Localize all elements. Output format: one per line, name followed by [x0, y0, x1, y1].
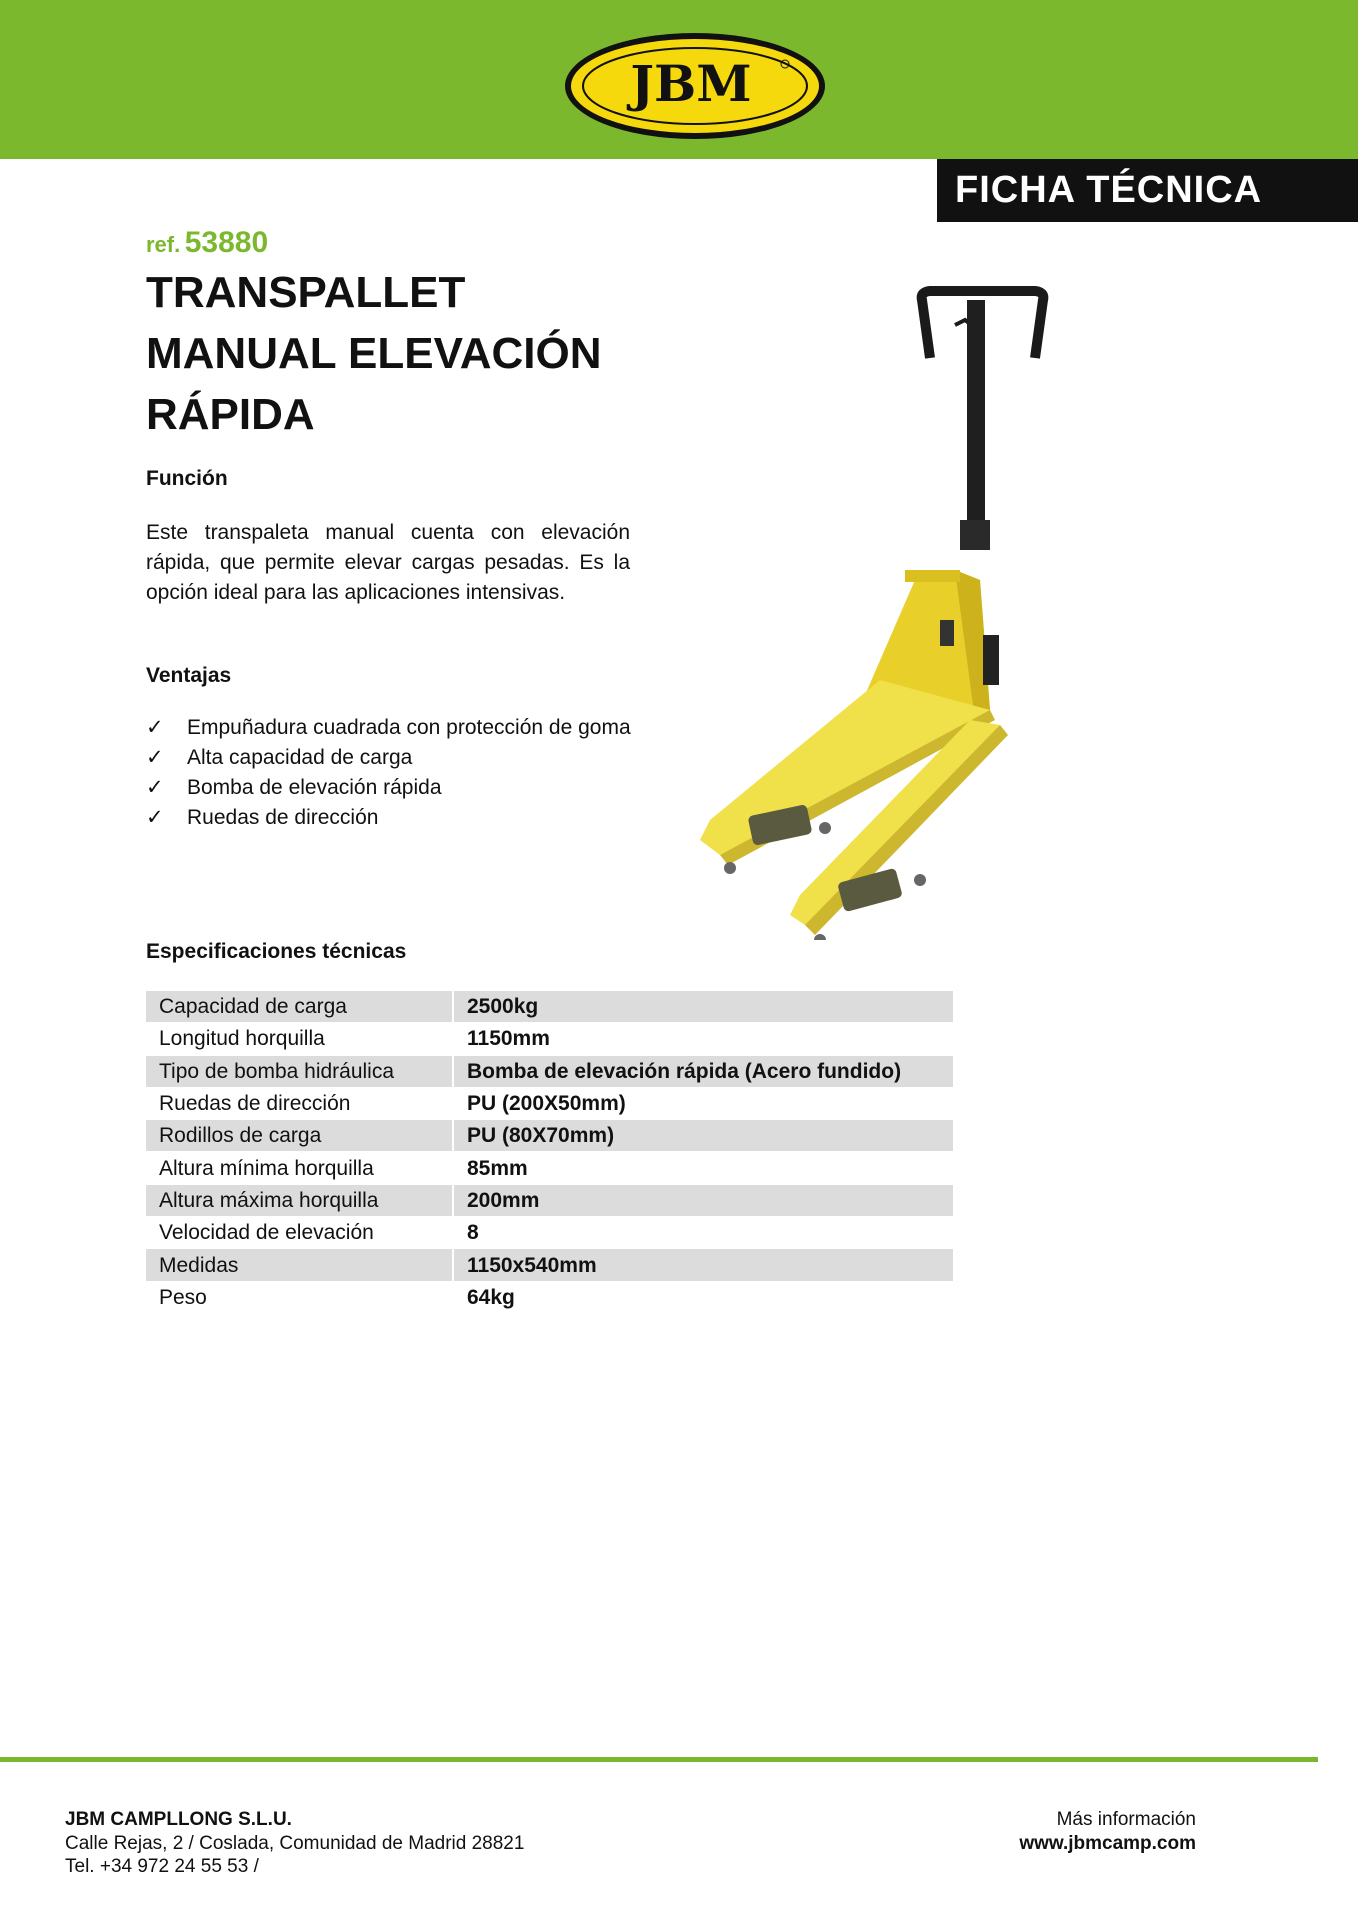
spec-value: PU (200X50mm): [453, 1087, 953, 1119]
title-line: MANUAL ELEVACIÓN: [146, 329, 602, 378]
jbm-logo: [563, 31, 827, 141]
table-row: [146, 1184, 953, 1216]
spec-label: Rodillos de carga: [146, 1120, 453, 1152]
list-item: [146, 713, 646, 743]
more-info-label: Más información: [1056, 1809, 1196, 1830]
spec-value: Bomba de elevación rápida (Acero fundido): [453, 1055, 953, 1087]
website-link[interactable]: www.jbmcamp.com: [1019, 1832, 1196, 1854]
specs-table: [146, 991, 953, 1314]
spec-label: Altura mínima horquilla: [146, 1152, 453, 1184]
pallet-truck-image: [690, 280, 1230, 940]
table-row: [146, 1152, 953, 1184]
checkmark-icon: ✓: [146, 716, 164, 739]
table-row: [146, 1217, 953, 1249]
funcion-text: Este transpaleta manual cuenta con elevación rápida, que permite elevar cargas pesadas. Es la opción ideal para las aplicaciones intensivas.: [146, 521, 630, 604]
list-item-text: Ruedas de dirección: [187, 806, 379, 829]
spec-value: 64kg: [453, 1281, 953, 1313]
spec-value: 85mm: [453, 1152, 953, 1184]
spec-label: Longitud horquilla: [146, 1023, 453, 1055]
company-address: Calle Rejas, 2 / Coslada, Comunidad de Madrid 28821: [65, 1832, 525, 1854]
ventajas-heading: Ventajas: [146, 664, 232, 687]
spec-label: Altura máxima horquilla: [146, 1184, 453, 1216]
list-item: [146, 743, 646, 773]
footer-more-info: [900, 1808, 1196, 1855]
spec-value: 1150mm: [453, 1023, 953, 1055]
title-line: TRANSPALLET: [146, 268, 466, 317]
spec-label: Ruedas de dirección: [146, 1087, 453, 1119]
logo-text: JBM: [630, 54, 752, 113]
spec-value: PU (80X70mm): [453, 1120, 953, 1152]
ventajas-list: [146, 713, 646, 833]
footer-contact: [65, 1808, 524, 1879]
list-item: [146, 803, 646, 833]
list-item: [146, 773, 646, 803]
table-row: [146, 1281, 953, 1313]
spec-value: 1150x540mm: [453, 1249, 953, 1281]
spec-value: 200mm: [453, 1184, 953, 1216]
list-item-text: Alta capacidad de carga: [187, 746, 413, 769]
checkmark-icon: ✓: [146, 746, 164, 769]
ref-label: ref.: [146, 232, 181, 257]
spec-label: Medidas: [146, 1249, 453, 1281]
product-title: [146, 262, 666, 445]
funcion-heading: Función: [146, 467, 228, 490]
table-row: [146, 1087, 953, 1119]
spec-label: Capacidad de carga: [146, 991, 453, 1023]
checkmark-icon: ✓: [146, 806, 164, 829]
spec-value: 2500kg: [453, 991, 953, 1023]
list-item-text: Bomba de elevación rápida: [187, 776, 442, 799]
list-item-text: Empuñadura cuadrada con protección de goma: [187, 716, 631, 739]
ficha-tecnica-badge: FICHA TÉCNICA: [937, 159, 1358, 222]
spec-label: Velocidad de elevación: [146, 1217, 453, 1249]
checkmark-icon: ✓: [146, 776, 164, 799]
spec-value: 8: [453, 1217, 953, 1249]
table-row: [146, 991, 953, 1023]
company-name: JBM CAMPLLONG S.L.U.: [65, 1809, 292, 1830]
spec-label: Tipo de bomba hidráulica: [146, 1055, 453, 1087]
table-row: [146, 1249, 953, 1281]
table-row: [146, 1055, 953, 1087]
table-row: [146, 1023, 953, 1055]
company-phone: Tel. +34 972 24 55 53 /: [65, 1856, 259, 1877]
table-row: [146, 1120, 953, 1152]
spec-label: Peso: [146, 1281, 453, 1313]
especificaciones-heading: Especificaciones técnicas: [146, 940, 407, 963]
ref-number: 53880: [184, 226, 269, 259]
product-ref: [146, 226, 268, 260]
footer-divider: [0, 1757, 1318, 1762]
title-line: RÁPIDA: [146, 390, 315, 439]
